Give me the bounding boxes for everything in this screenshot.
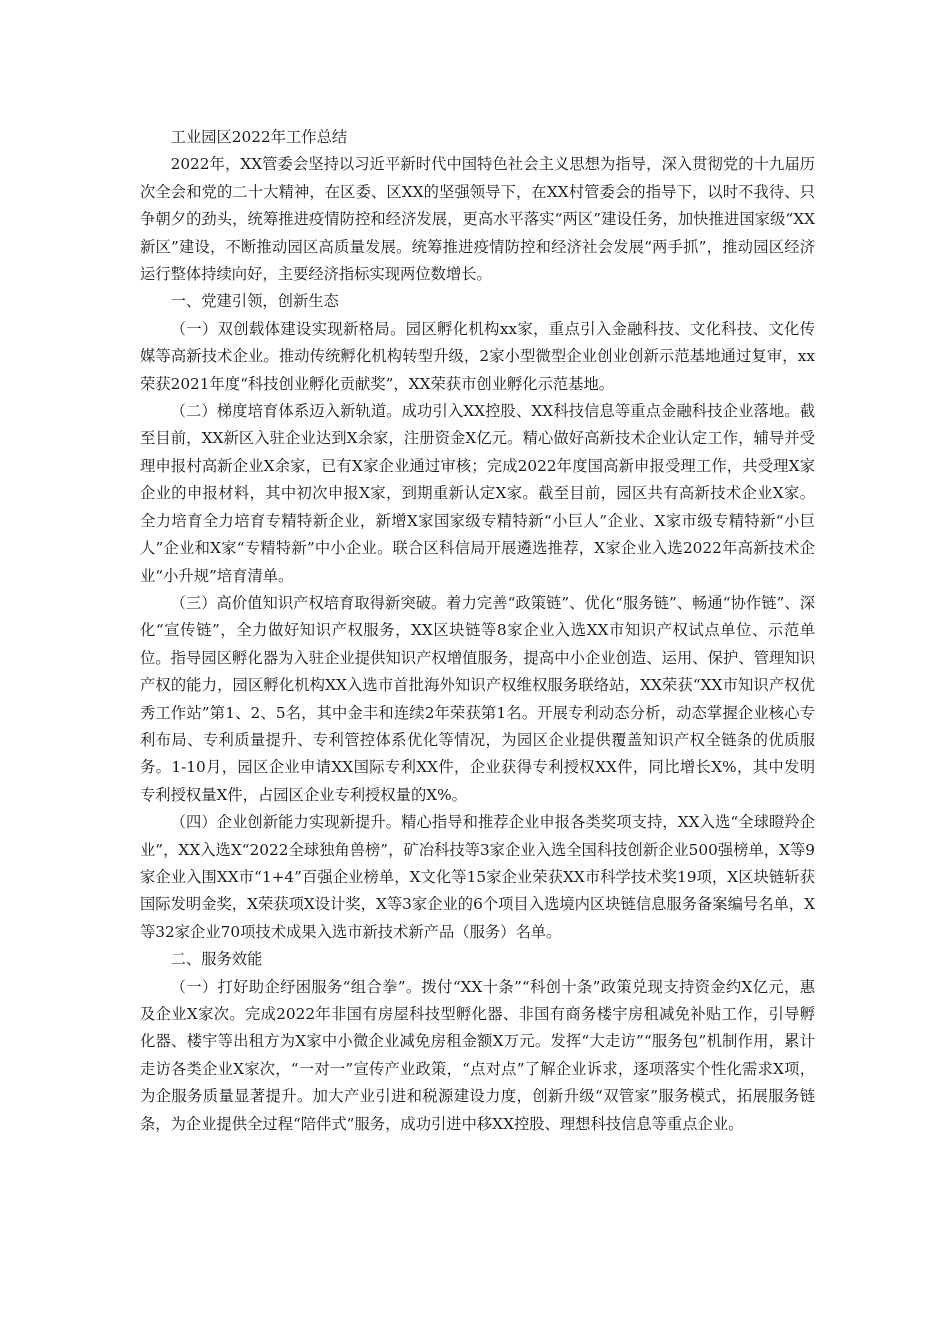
paragraph-1-3: （三）高价值知识产权培育取得新突破。着力完善“政策链”、优化“服务链”、畅通“协作链”、深化“宣传链”，全力做好知识产权服务，XX区块链等8家企业入选XX市知识产权试点单位、示范单位。指导园区孵化器为入驻企业提供知识产权增值服务，提高中小企业创造、运用、保护、管理知识产权的能力，园区孵化机构XX入选市首批海外知识产权维权服务联络站，XX荣获“XX市知识产权优秀工作站”第1、2、5名，其中金丰和连续2年荣获第1名。开展专利动态分析，动态掌握企业核心专利布局、专利质量提升、专利管控体系优化等情况，为园区企业提供覆盖知识产权全链条的优质服务。1-10月，园区企业申请XX国际专利XX件，企业获得专利授权XX件，同比增长X%，其中发明专利授权量X件，占园区企业专利授权量的X%。 [140, 593, 815, 804]
document-body [140, 124, 815, 1138]
paragraph-2-1: （一）打好助企纾困服务“组合拳”。拨付“XX十条”“科创十条”政策兑现支持资金约X亿元，惠及企业X家次。完成2022年非国有房屋科技型孵化器、非国有商务楼宇房租减免补贴工作，引导孵化器、楼宇等出租方为X家中小微企业减免房租金额X万元。发挥“大走访”“服务包”机制作用，累计走访各类企业X家次，“一对一”宣传产业政策，“点对点”了解企业诉求，逐项落实个性化需求X项，为企服务质量显著提升。加大产业引进和税源建设力度，创新升级“双管家”服务模式，拓展服务链条，为企业提供全过程“陪伴式”服务，成功引进中移XX控股、理想科技信息等重点企业。 [140, 977, 815, 1133]
intro-paragraph: 2022年，XX管委会坚持以习近平新时代中国特色社会主义思想为指导，深入贯彻党的十九届历次全会和党的二十大精神，在区委、区XX的坚强领导下，在XX村管委会的指导下，以时不我待、只争朝夕的劲头，统筹推进疫情防控和经济发展，更高水平落实“两区”建设任务，加快推进国家级“XX新区”建设，不断推动园区高质量发展。统筹推进疫情防控和经济社会发展“两手抓”，推动园区经济运行整体持续向好，主要经济指标实现两位数增长。 [140, 155, 815, 284]
paragraph-1-2: （二）梯度培育体系迈入新轨道。成功引入XX控股、XX科技信息等重点金融科技企业落地。截至目前，XX新区入驻企业达到X余家，注册资金X亿元。精心做好高新技术企业认定工作，辅导并受理申报村高新企业X余家，已有X家企业通过审核；完成2022年度国高新申报受理工作，共受理X家企业的申报材料，其中初次申报X家，到期重新认定X家。截至目前，园区共有高新技术企业X家。全力培育全力培育专精特新企业，新增X家国家级专精特新“小巨人”企业、X家市级专精特新“小巨人”企业和X家“专精特新”中小企业。联合区科信局开展遴选推荐，X家企业入选2022年高新技术企业“小升规”培育清单。 [140, 402, 815, 585]
document-title: 工业园区2022年工作总结 [170, 128, 348, 146]
section-heading-1: 一、党建引领，创新生态 [170, 292, 339, 311]
paragraph-1-1: （一）双创载体建设实现新格局。园区孵化机构xx家，重点引入金融科技、文化科技、文化传媒等高新技术企业。推动传统孵化机构转型升级，2家小型微型企业创业创新示范基地通过复审，xx荣获2021年度“科技创业孵化贡献奖”，XX荣获市创业孵化示范基地。 [140, 319, 815, 393]
section-heading-2: 二、服务效能 [170, 950, 263, 969]
paragraph-1-4: （四）企业创新能力实现新提升。精心指导和推荐企业申报各类奖项支持，XX入选“全球瞪羚企业”，XX入选X“2022全球独角兽榜”，矿冶科技等3家企业入选全国科技创新企业500强榜单，X等9家企业入围XX市“1+4”百强企业榜单，X文化等15家企业荣获XX市科学技术奖19项，X区块链斩获国际发明金奖，X荣获项X设计奖，X等3家企业的6个项目入选境内区块链信息服务备案编号名单，X等32家企业70项技术成果入选市新技术新产品（服务）名单。 [140, 813, 815, 941]
